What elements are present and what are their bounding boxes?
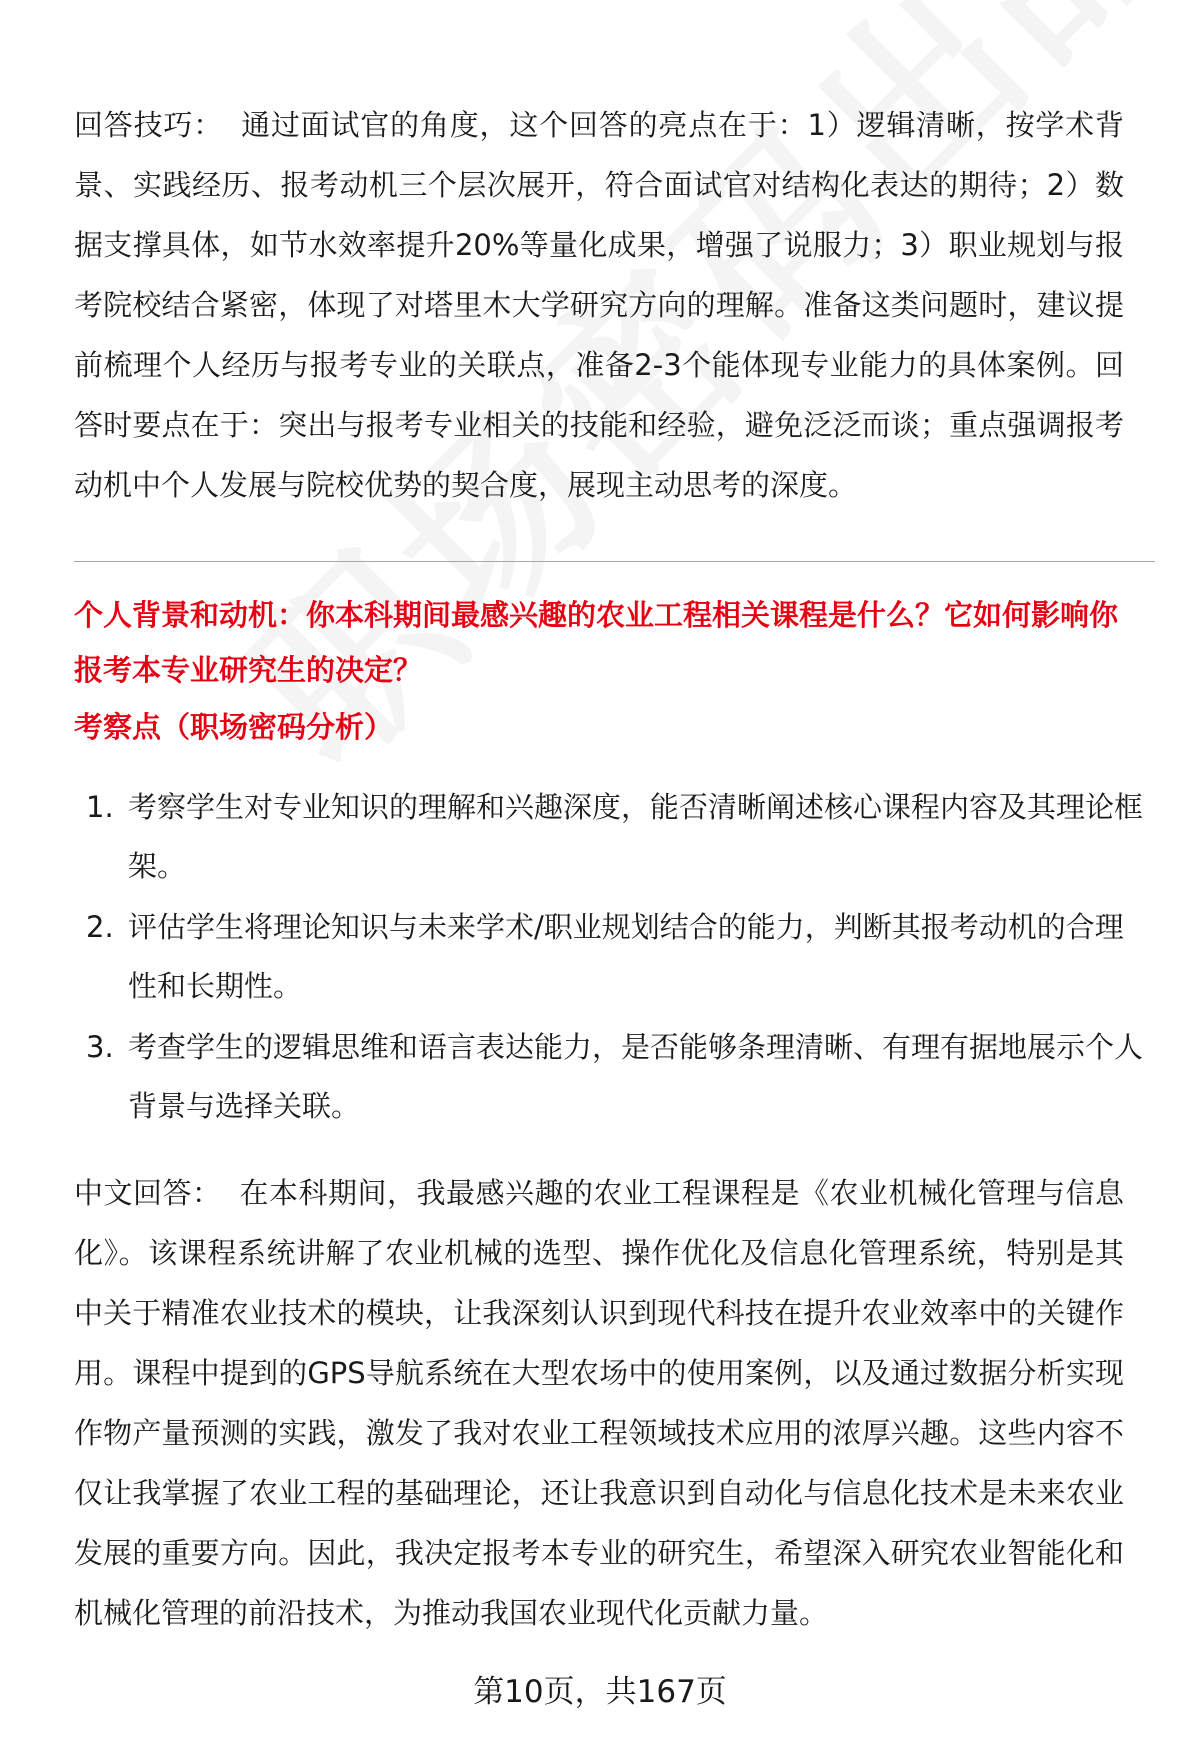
list-item-text: 考察学生对专业知识的理解和兴趣深度，能否清晰阐述核心课程内容及其理论框架。	[128, 790, 1144, 883]
answer-label: 中文回答：	[74, 1176, 222, 1210]
tips-label: 回答技巧：	[74, 108, 224, 142]
section-divider	[74, 561, 1155, 562]
list-item-text: 考查学生的逻辑思维和语言表达能力，是否能够条理清晰、有理有据地展示个人背景与选择关联。	[128, 1030, 1144, 1123]
list-item	[74, 778, 1150, 896]
list-item-number: 3.	[86, 1030, 114, 1064]
analysis-list	[74, 778, 1150, 1138]
list-item-number: 1.	[86, 790, 114, 824]
list-item	[74, 898, 1150, 1016]
tips-text: 通过面试官的角度，这个回答的亮点在于：1）逻辑清晰，按学术背景、实践经历、报考动机三个层次展开，符合面试官对结构化表达的期待；2）数据支撑具体，如节水效率提升20%等量化成果，增强了说服力；3）职业规划与报考院校结合紧密，体现了对塔里木大学研究方向的理解。准备这类问题时，建议提前梳理个人经历与报考专业的关联点，准备2-3个能体现专业能力的具体案例。回答时要点在于：突出与报考专业相关的技能和经验，避免泛泛而谈；重点强调报考动机中个人发展与院校优势的契合度，展现主动思考的深度。	[74, 108, 1124, 502]
list-item-number: 2.	[86, 910, 114, 944]
list-item	[74, 1018, 1150, 1136]
page-number-footer: 第10页，共167页	[473, 1674, 727, 1710]
chinese-answer-paragraph	[74, 1163, 1124, 1643]
analysis-heading: 考察点（职场密码分析）	[74, 710, 394, 744]
answer-tips-paragraph	[74, 95, 1124, 515]
list-item-text: 评估学生将理论知识与未来学术/职业规划结合的能力，判断其报考动机的合理性和长期性。	[128, 910, 1124, 1003]
question-heading: 个人背景和动机：你本科期间最感兴趣的农业工程相关课程是什么？它如何影响你报考本专业研究生的决定？	[74, 598, 1119, 687]
answer-text: 在本科期间，我最感兴趣的农业工程课程是《农业机械化管理与信息化》。该课程系统讲解了农业机械的选型、操作优化及信息化管理系统，特别是其中关于精准农业技术的模块，让我深刻认识到现代科技在提升农业效率中的关键作用。课程中提到的GPS导航系统在大型农场中的使用案例，以及通过数据分析实现作物产量预测的实践，激发了我对农业工程领域技术应用的浓厚兴趣。这些内容不仅让我掌握了农业工程的基础理论，还让我意识到自动化与信息化技术是未来农业发展的重要方向。因此，我决定报考本专业的研究生，希望深入研究农业智能化和机械化管理的前沿技术，为推动我国农业现代化贡献力量。	[74, 1176, 1124, 1630]
